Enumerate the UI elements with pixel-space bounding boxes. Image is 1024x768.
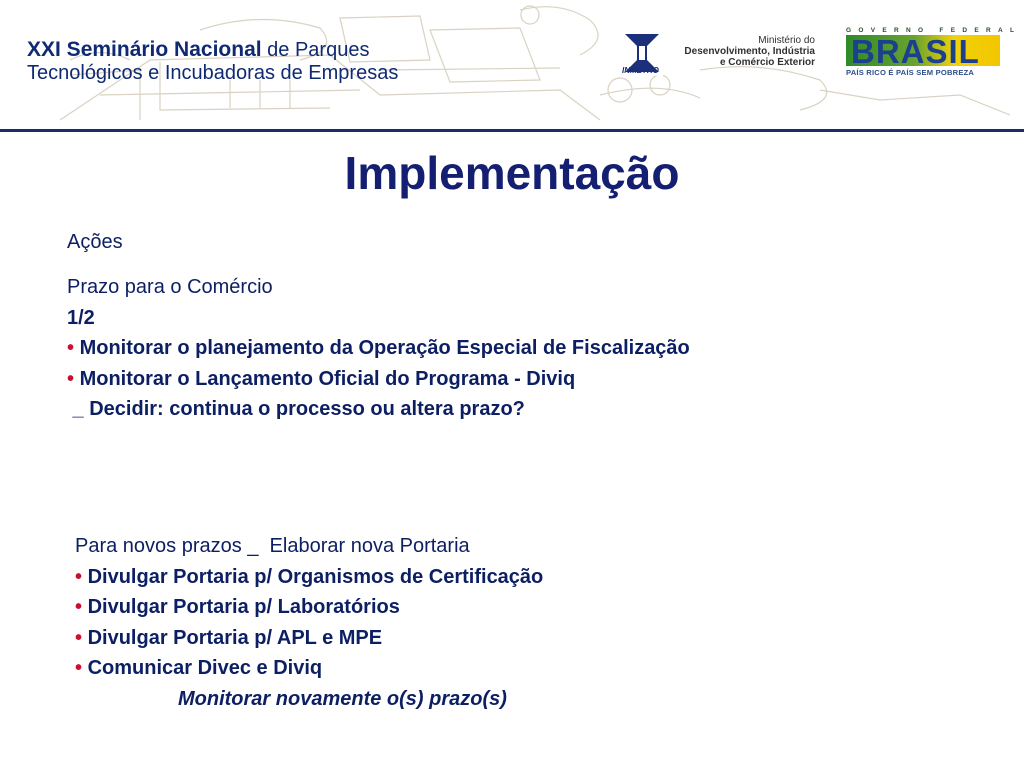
ministry-line3: e Comércio Exterior	[719, 57, 815, 68]
slide-header	[0, 0, 1024, 130]
decision-text: _ Decidir: continua o processo ou altera prazo?	[67, 398, 525, 420]
list-item	[75, 562, 543, 593]
list-item	[75, 592, 543, 623]
list-item-text: Divulgar Portaria p/ Organismos de Certificação	[87, 565, 544, 588]
event-title-line2: Tecnológicos e Incubadoras de Empresas	[27, 62, 399, 84]
bullet-icon: •	[67, 367, 75, 390]
list-item	[75, 653, 543, 684]
list-item-text: Monitorar o planejamento da Operação Especial de Fiscalização	[79, 337, 690, 359]
slide-title: Implementação	[344, 147, 680, 199]
list-item-text: Divulgar Portaria p/ APL e MPE	[87, 626, 383, 649]
bullet-icon: •	[75, 626, 83, 649]
ministry-line1: Ministério do	[758, 35, 815, 46]
ministry-logo-text	[675, 35, 815, 68]
closing-note: Monitorar novamente o(s) prazo(s)	[178, 687, 507, 710]
section-prazo-comercio	[67, 272, 690, 425]
brasil-word: BRASIL	[851, 33, 980, 70]
gov-slogan: PAÍS RICO É PAÍS SEM POBREZA	[846, 68, 975, 77]
list-item	[75, 623, 543, 654]
novos-prazos-heading: Para novos prazos _ Elaborar nova Portaria	[75, 535, 470, 557]
bullet-icon: •	[75, 657, 83, 679]
section-novos-prazos	[75, 531, 543, 714]
gov-federal-label: GOVERNO FEDERAL	[846, 27, 1022, 34]
event-title-bold: XXI Seminário Nacional	[27, 38, 262, 61]
header-divider	[0, 129, 1024, 132]
event-title-rest: de Parques	[267, 39, 370, 61]
actions-heading: Ações	[67, 231, 123, 253]
list-item-text: Monitorar o Lançamento Oficial do Programa - Diviq	[79, 367, 576, 390]
list-item-text: Comunicar Divec e Diviq	[87, 657, 323, 679]
ministry-line2: Desenvolvimento, Indústria	[684, 46, 815, 57]
prazo-comercio-heading: Prazo para o Comércio	[67, 276, 273, 298]
section-actions	[67, 227, 123, 257]
list-item	[67, 364, 690, 395]
prazo-fraction: 1/2	[67, 306, 95, 329]
inmetro-label: INMETRO	[622, 66, 659, 75]
list-item	[67, 333, 690, 364]
event-title	[27, 38, 398, 85]
bullet-icon: •	[67, 337, 75, 359]
bullet-icon: •	[75, 565, 83, 588]
bullet-icon: •	[75, 596, 83, 618]
list-item-text: Divulgar Portaria p/ Laboratórios	[87, 596, 400, 618]
